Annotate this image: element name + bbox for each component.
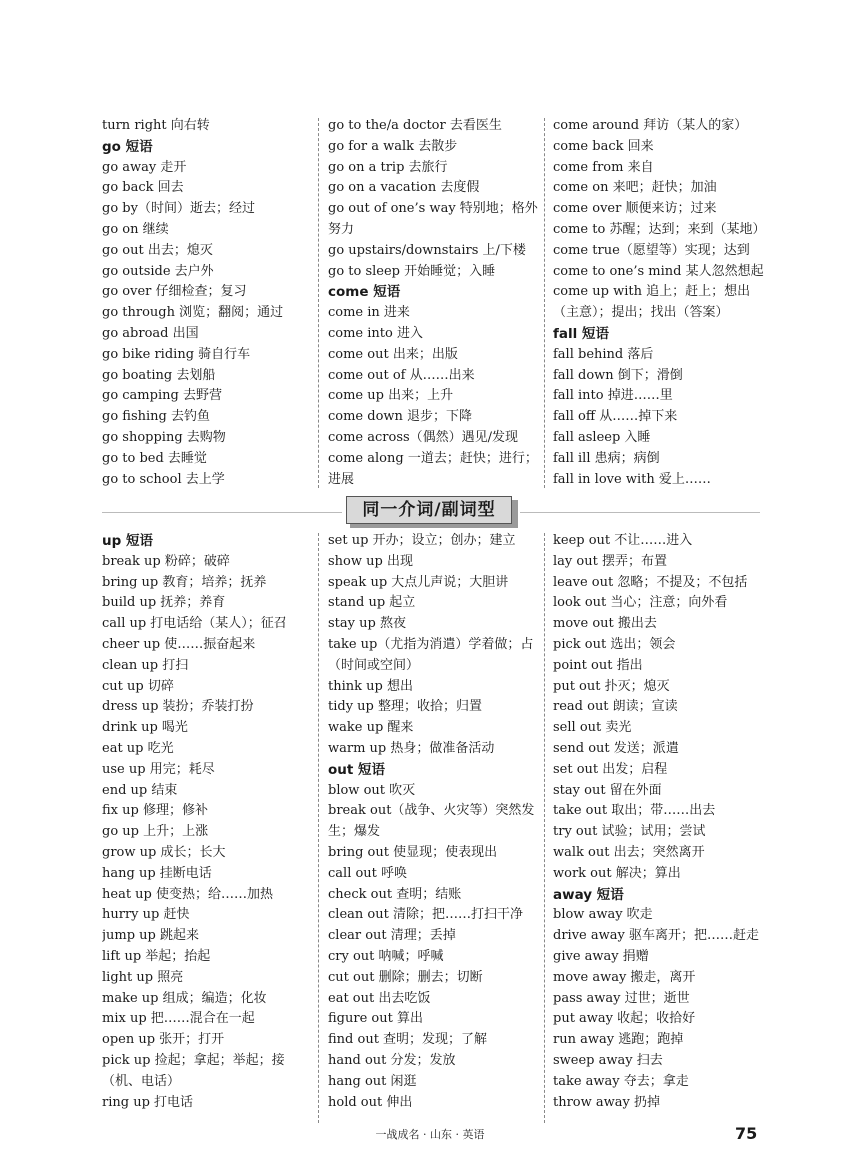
phrase-entry: come into 进入	[328, 325, 423, 341]
phrase-entry: take away 夺去；拿走	[553, 1073, 689, 1089]
phrase-entry: fall off 从……掉下来	[553, 409, 678, 425]
phrase-entry: fall down 倒下；滑倒	[553, 367, 683, 383]
phrase-entry: go up 上升；上涨	[102, 824, 209, 840]
phrase-entry: tidy up 整理；收拾；归置	[328, 699, 483, 715]
phrase-entry: go to sleep 开始睡觉；入睡	[328, 263, 496, 279]
phrase-entry: hand out 分发；发放	[328, 1052, 456, 1068]
phrase-group-heading: go 短语	[102, 138, 153, 155]
phrase-entry: come true（愿望等）实现；达到	[553, 242, 750, 258]
footer-text: 一战成名 · 山东 · 英语	[375, 1128, 485, 1141]
phrase-entry: go on a vacation 去度假	[328, 180, 480, 196]
phrase-entry: give away 捐赠	[553, 948, 649, 964]
phrase-entry: leave out 忽略；不提及；不包括	[553, 574, 748, 590]
phrase-entry: try out 试验；试用；尝试	[553, 824, 706, 840]
section-rule-right	[520, 512, 760, 513]
phrase-entry: cry out 呐喊；呼喊	[328, 948, 444, 964]
phrase-entry: check out 查明；结账	[328, 886, 462, 902]
phrase-entry: go out 出去；熄灭	[102, 242, 213, 258]
phrase-entry: go shopping 去购物	[102, 429, 226, 445]
phrase-entry: sell out 卖光	[553, 720, 632, 736]
phrase-entry: heat up 使变热；给……加热	[102, 886, 273, 902]
phrase-entry: bring up 教育；培养；抚养	[102, 574, 267, 590]
phrase-entry: cheer up 使……振奋起来	[102, 636, 256, 652]
phrase-group-heading: up 短语	[102, 533, 153, 549]
phrase-entry: move away 搬走，离开	[553, 969, 696, 985]
section-banner	[346, 496, 514, 526]
phrase-entry: dress up 装扮；乔装打扮	[102, 699, 254, 715]
phrase-entry: clean out 清除；把……打扫干净	[328, 907, 523, 923]
lower-column-2	[328, 531, 540, 1113]
phrase-entry: hang up 挂断电话	[102, 865, 212, 881]
phrase-entry: warm up 热身；做准备活动	[328, 740, 495, 756]
phrase-entry: go on 继续	[102, 221, 169, 237]
page-number: 75	[735, 1124, 758, 1143]
phrase-entry: go fishing 去钓鱼	[102, 409, 210, 425]
phrase-entry: go out of one’s way 特别地；格外努力	[328, 201, 538, 237]
phrase-entry: stay up 熬夜	[328, 616, 406, 632]
phrase-entry: show up 出现	[328, 553, 413, 569]
phrase-entry: drive away 驱车离开；把……赶走	[553, 928, 759, 944]
phrase-entry: send out 发送；派遣	[553, 740, 679, 756]
phrase-entry: walk out 出去；突然离开	[553, 844, 705, 860]
phrase-entry: take out 取出；带……出去	[553, 803, 716, 819]
upper-column-1	[102, 116, 314, 490]
phrase-entry: go by（时间）逝去；经过	[102, 201, 255, 217]
phrase-entry: cut up 切碎	[102, 678, 174, 694]
phrase-entry: pass away 过世；逝世	[553, 990, 690, 1006]
phrase-entry: go back 回去	[102, 180, 184, 196]
phrase-entry: come back 回来	[553, 138, 654, 154]
phrase-entry: ring up 打电话	[102, 1094, 194, 1110]
phrase-entry: speak up 大点儿声说；大胆讲	[328, 574, 509, 590]
phrase-entry: break out（战争、火灾等）突然发生；爆发	[328, 803, 535, 840]
phrase-entry: set up 开办；设立；创办；建立	[328, 533, 516, 548]
phrase-entry: light up 照亮	[102, 969, 184, 985]
phrase-group-heading: come 短语	[328, 284, 401, 301]
phrase-entry: fall into 掉进……里	[553, 388, 673, 404]
phrase-entry: hold out 伸出	[328, 1094, 413, 1110]
phrase-entry: come around 拜访（某人的家）	[553, 118, 748, 133]
phrase-entry: go boating 去划船	[102, 367, 216, 383]
phrase-entry: break up 粉碎；破碎	[102, 553, 230, 569]
phrase-entry: go upstairs/downstairs 上/下楼	[328, 242, 526, 258]
phrase-entry: stand up 起立	[328, 595, 416, 611]
phrase-entry: go to the/a doctor 去看医生	[328, 118, 502, 133]
phrase-entry: point out 指出	[553, 657, 643, 673]
phrase-entry: wake up 醒来	[328, 720, 414, 736]
phrase-entry: fall behind 落后	[553, 346, 654, 362]
phrase-entry: cut out 删除；删去；切断	[328, 969, 483, 985]
phrase-entry: figure out 算出	[328, 1011, 423, 1027]
phrase-entry: find out 查明；发现；了解	[328, 1032, 488, 1048]
phrase-entry: go abroad 出国	[102, 325, 199, 341]
phrase-entry: read out 朗读；宣读	[553, 699, 678, 715]
phrase-entry: come along 一道去；赶快；进行；进展	[328, 450, 538, 487]
phrase-entry: hurry up 赶快	[102, 907, 190, 923]
phrase-entry: eat out 出去吃饭	[328, 990, 431, 1006]
phrase-entry: come to one’s mind 某人忽然想起	[553, 263, 764, 279]
phrase-entry: fall in love with 爱上……	[553, 471, 711, 487]
phrase-entry: blow out 吹灭	[328, 782, 416, 798]
phrase-entry: call out 呼唤	[328, 865, 408, 881]
phrase-entry: lift up 举起；抬起	[102, 948, 211, 964]
phrase-entry: take up（尤指为消遣）学着做；占（时间或空间）	[328, 636, 534, 673]
phrase-entry: mix up 把……混合在一起	[102, 1011, 255, 1027]
phrase-entry: pick out 选出；领会	[553, 636, 676, 652]
phrase-entry: come on 来吧；赶快；加油	[553, 180, 717, 196]
phrase-entry: come down 退步；下降	[328, 409, 473, 425]
phrase-entry: end up 结束	[102, 782, 178, 798]
upper-column-2	[328, 116, 540, 490]
phrase-entry: look out 当心；注意；向外看	[553, 595, 728, 611]
phrase-entry: put out 扑灭；熄灭	[553, 678, 670, 694]
phrase-entry: come across（偶然）遇见/发现	[328, 429, 519, 445]
phrase-entry: come over 顺便来访；过来	[553, 201, 717, 217]
column-divider	[544, 118, 545, 488]
phrase-entry: think up 想出	[328, 678, 413, 694]
phrase-entry: keep out 不让……进入	[553, 533, 693, 548]
phrase-entry: clear out 清理；丢掉	[328, 928, 456, 944]
column-divider	[318, 118, 319, 488]
phrase-entry: go over 仔细检查；复习	[102, 284, 247, 300]
phrase-entry: use up 用完；耗尽	[102, 761, 215, 777]
phrase-group-heading: out 短语	[328, 761, 386, 778]
column-divider	[544, 533, 545, 1123]
phrase-group-heading: away 短语	[553, 886, 624, 903]
phrase-entry: turn right 向右转	[102, 118, 210, 133]
phrase-entry: bring out 使显现；使表现出	[328, 844, 498, 860]
phrase-entry: jump up 跳起来	[102, 928, 200, 944]
phrase-entry: go outside 去户外	[102, 263, 214, 279]
phrase-entry: go camping 去野营	[102, 388, 222, 404]
section-rule-left	[102, 512, 342, 513]
phrase-group-heading: fall 短语	[553, 325, 609, 342]
column-divider	[318, 533, 319, 1123]
phrase-entry: clean up 打扫	[102, 657, 189, 673]
phrase-entry: go to bed 去睡觉	[102, 450, 207, 466]
phrase-entry: go on a trip 去旅行	[328, 159, 448, 175]
phrase-entry: fall ill 患病；病倒	[553, 450, 660, 466]
phrase-entry: pick up 捡起；拿起；举起；接（机、电话）	[102, 1052, 285, 1089]
phrase-entry: come out of 从……出来	[328, 367, 475, 383]
phrase-entry: blow away 吹走	[553, 907, 653, 923]
phrase-entry: put away 收起；收拾好	[553, 1011, 696, 1027]
phrase-entry: drink up 喝光	[102, 720, 188, 736]
phrase-entry: sweep away 扫去	[553, 1052, 663, 1068]
lower-column-1	[102, 531, 314, 1113]
phrase-entry: go through 浏览；翻阅；通过	[102, 305, 284, 321]
phrase-entry: come to 苏醒；达到；来到（某地）	[553, 221, 765, 237]
phrase-entry: eat up 吃光	[102, 740, 174, 756]
phrase-entry: lay out 摆弄；布置	[553, 553, 667, 569]
phrase-entry: move out 搬出去	[553, 616, 657, 632]
section-title: 同一介词/副词型	[346, 496, 512, 524]
phrase-entry: come out 出来；出版	[328, 346, 458, 362]
phrase-entry: run away 逃跑；跑掉	[553, 1032, 684, 1048]
phrase-entry: call up 打电话给（某人）；征召	[102, 616, 287, 632]
phrase-entry: grow up 成长；长大	[102, 844, 226, 860]
phrase-entry: go bike riding 骑自行车	[102, 346, 251, 362]
phrase-entry: work out 解决；算出	[553, 865, 681, 881]
phrase-entry: make up 组成；编造；化妆	[102, 990, 267, 1006]
phrase-entry: fall asleep 入睡	[553, 429, 651, 445]
phrase-entry: throw away 扔掉	[553, 1094, 661, 1110]
phrase-entry: set out 出发；启程	[553, 761, 668, 777]
phrase-entry: build up 抚养；养育	[102, 595, 226, 611]
phrase-entry: fix up 修理；修补	[102, 803, 208, 819]
phrase-entry: hang out 闲逛	[328, 1073, 417, 1089]
phrase-entry: come up 出来；上升	[328, 388, 454, 404]
phrase-entry: stay out 留在外面	[553, 782, 662, 798]
phrase-entry: go away 走开	[102, 159, 187, 175]
phrase-entry: come up with 追上；赶上；想出（主意）；提出；找出（答案）	[553, 284, 751, 321]
phrase-entry: come in 进来	[328, 305, 410, 321]
upper-column-3	[553, 116, 765, 490]
phrase-entry: go for a walk 去散步	[328, 138, 458, 154]
phrase-entry: come from 来自	[553, 159, 654, 175]
phrase-entry: open up 张开；打开	[102, 1032, 225, 1048]
phrase-entry: go to school 去上学	[102, 471, 225, 487]
lower-column-3	[553, 531, 765, 1113]
